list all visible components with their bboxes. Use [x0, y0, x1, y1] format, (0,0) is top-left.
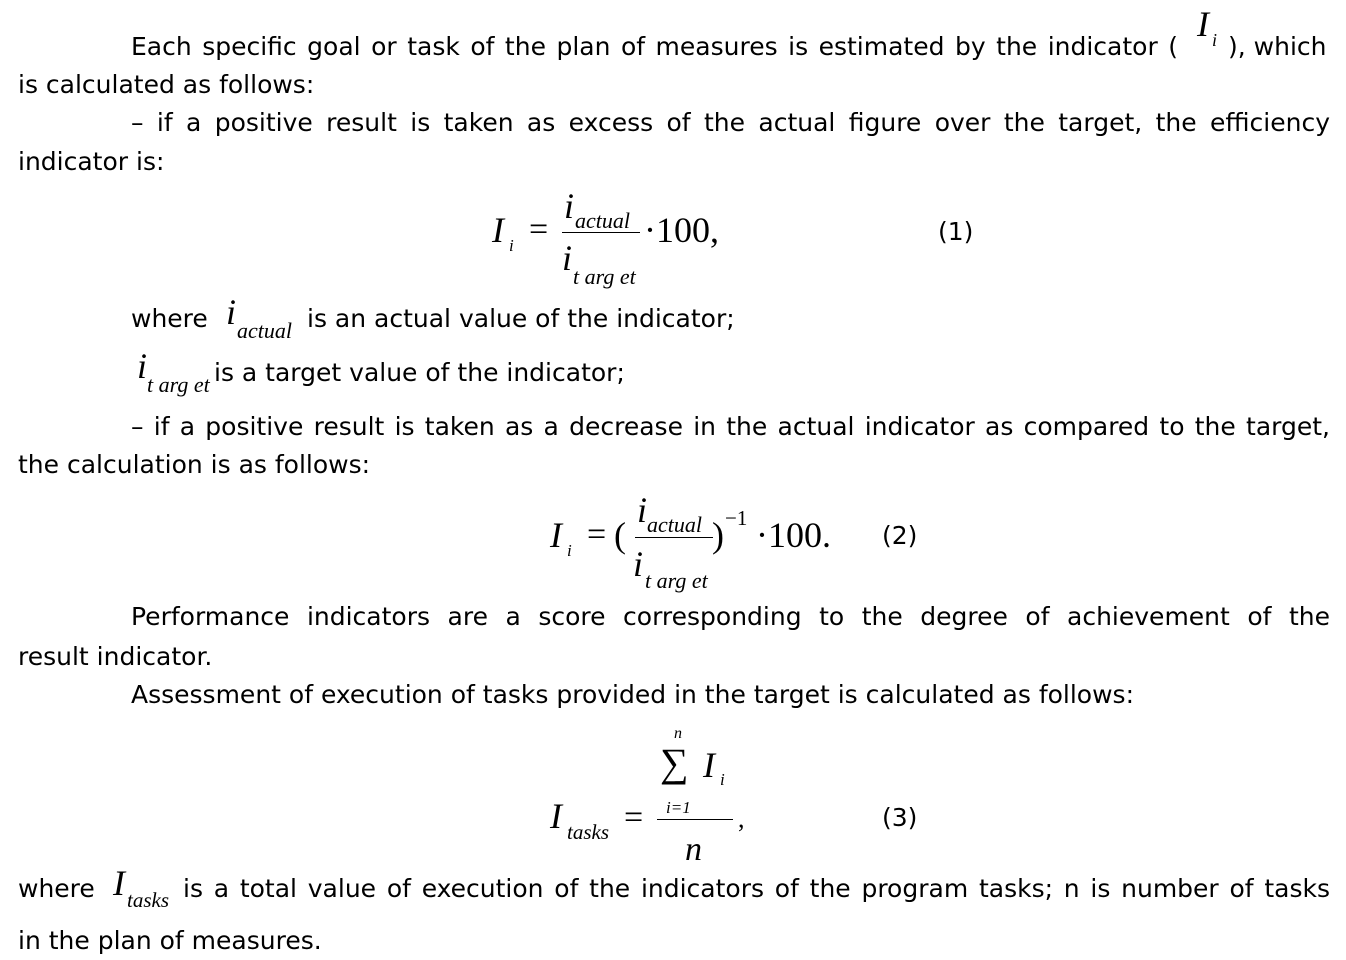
where-2-symbol-subscript: t arg et [147, 372, 210, 397]
formula-2-number: (2) [882, 521, 918, 550]
paragraph-1-line-1-end: ), which [1228, 32, 1327, 61]
paragraph-6-symbol: I [113, 863, 125, 903]
formula-3-equals: = [624, 799, 644, 836]
formula-2-fraction-bar [635, 537, 713, 538]
paragraph-5-line-1: Assessment of execution of tasks provided in the target is calculated as follows: [131, 680, 1134, 709]
formula-3-sum-term-subscript: i [720, 770, 725, 789]
formula-1-number: (1) [938, 217, 974, 246]
formula-1-equals: = [529, 211, 549, 248]
indicator-symbol-I: I [1197, 4, 1209, 44]
formula-2-equals: = [587, 516, 607, 553]
where-1-symbol: i [226, 292, 237, 332]
formula-2-lhs-subscript: i [567, 541, 572, 560]
where-2-symbol: i [137, 346, 148, 386]
where-1-word: where [131, 304, 208, 333]
formula-3-fraction-bar [657, 819, 733, 820]
formula-2-multiplier: ·100. [756, 515, 831, 555]
formula-3-number: (3) [882, 803, 918, 832]
formula-3-comma: , [738, 804, 745, 833]
formula-1-denominator-subscript: t arg et [573, 264, 636, 289]
formula-1-fraction-bar [562, 232, 640, 233]
formula-3-sum-upper-limit: n [674, 725, 682, 742]
paragraph-6-line-1: is a total value of execution of the indicators of the program tasks; n is number of tasks [183, 874, 1330, 903]
formula-2-exponent: −1 [725, 506, 748, 530]
formula-1-denominator: i [562, 238, 573, 278]
formula-3-sum-lower-limit: i=1 [666, 798, 691, 817]
paragraph-3-line-1: – if a positive result is taken as a decrease in the actual indicator as compared to the target, [131, 412, 1330, 441]
paragraph-6-where: where [18, 874, 95, 903]
formula-1-numerator-subscript: actual [575, 208, 630, 233]
formula-1-multiplier: ·100, [644, 210, 719, 250]
paragraph-2-line-2: indicator is: [18, 147, 165, 176]
where-2-description: is a target value of the indicator; [214, 358, 625, 387]
formula-2-denominator-subscript: t arg et [645, 568, 708, 593]
where-1-symbol-subscript: actual [237, 318, 292, 343]
paragraph-6-line-2: in the plan of measures. [18, 926, 322, 955]
formula-3-lhs-subscript: tasks [567, 820, 609, 844]
where-1-description: is an actual value of the indicator; [307, 304, 735, 333]
formula-3-sum-term: I [703, 745, 715, 785]
formula-1-numerator: i [564, 186, 575, 226]
formula-3-sigma: ∑ [660, 740, 689, 785]
formula-1-lhs-subscript: i [509, 236, 514, 255]
formula-2-numerator: i [637, 490, 648, 530]
paragraph-6-symbol-subscript: tasks [127, 888, 169, 912]
paragraph-4-line-2: result indicator. [18, 642, 213, 671]
indicator-symbol-subscript: i [1212, 30, 1218, 50]
paragraph-3-line-2: the calculation is as follows: [18, 450, 371, 479]
paragraph-1-line-2: is calculated as follows: [18, 70, 315, 99]
paragraph-1-line-1-text: Each specific goal or task of the plan of measures is estimated by the indicator ( [131, 32, 1178, 61]
formula-3-lhs: I [550, 796, 562, 836]
formula-2-lhs: I [550, 515, 562, 555]
paragraph-2-line-1: – if a positive result is taken as excess of the actual figure over the target, the efficiency [131, 108, 1330, 137]
paragraph-4-line-1: Performance indicators are a score corresponding to the degree of achievement of the [131, 602, 1330, 631]
formula-2-close-paren: ) [712, 515, 724, 555]
formula-2-numerator-subscript: actual [647, 512, 702, 537]
formula-2-open-paren: ( [614, 515, 626, 555]
formula-2-denominator: i [633, 544, 644, 584]
formula-3-denominator: n [685, 831, 702, 868]
formula-1-lhs: I [492, 210, 504, 250]
